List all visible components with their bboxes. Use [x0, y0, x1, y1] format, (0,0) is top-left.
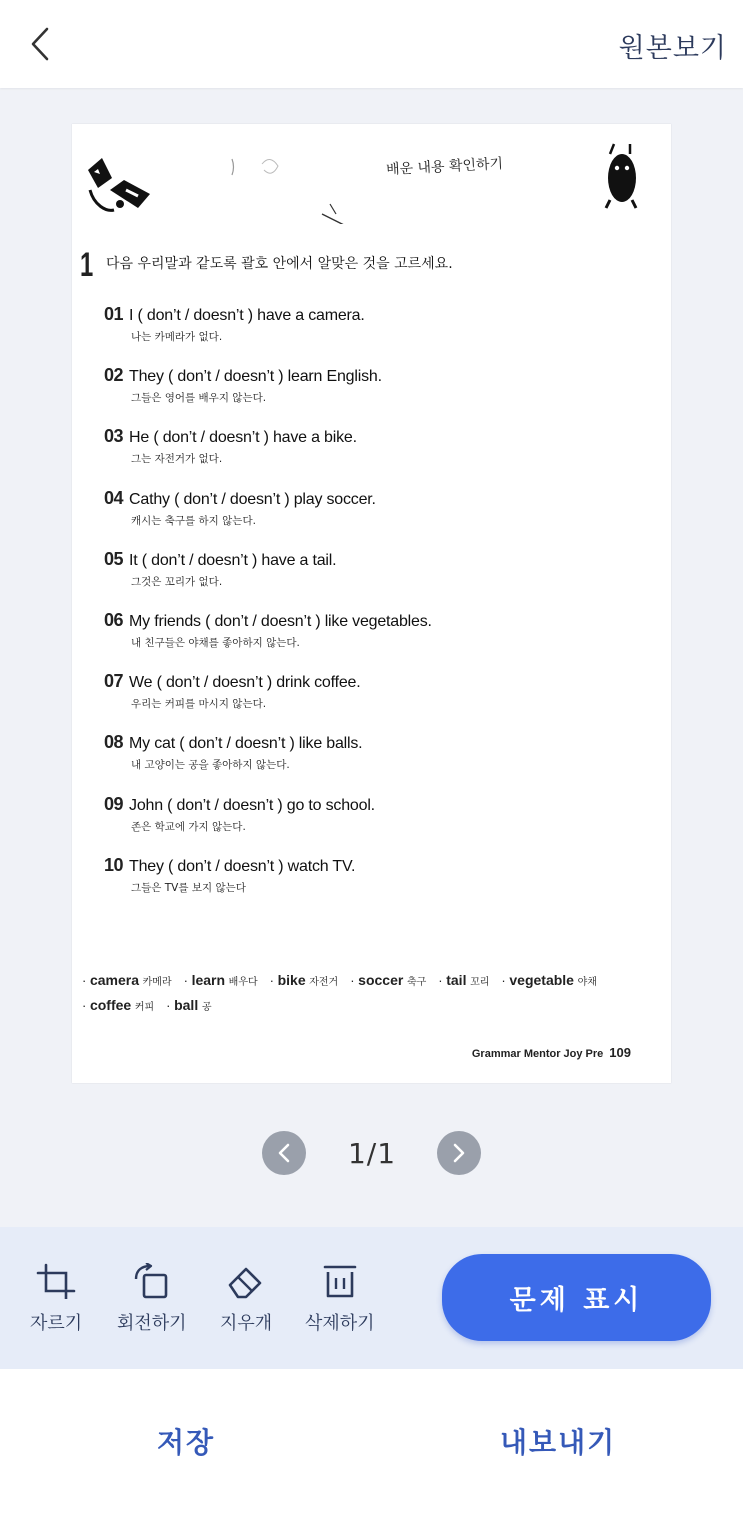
- question-number: 06: [104, 610, 124, 630]
- view-original-button[interactable]: 원본보기: [618, 33, 727, 64]
- bottom-bar: [0, 1369, 743, 1513]
- question-line: [104, 732, 644, 753]
- vocab-meaning: 카메라: [142, 977, 172, 988]
- question-item: [104, 426, 644, 466]
- page-footer: [472, 1045, 631, 1060]
- question-item: [104, 610, 644, 650]
- question-korean: 캐시는 축구를 하지 않는다.: [131, 514, 256, 527]
- question-line: [104, 488, 644, 509]
- question-item: [104, 671, 644, 711]
- chevron-right-icon: [452, 1142, 466, 1164]
- question-korean: 그들은 TV를 보지 않는다: [131, 881, 246, 894]
- question-item: [104, 488, 644, 528]
- vocab-word: soccer: [358, 972, 404, 988]
- question-number: 07: [104, 671, 124, 692]
- vocab-word: vegetable: [509, 972, 574, 988]
- back-button[interactable]: [22, 22, 58, 66]
- eraser-icon: [226, 1263, 266, 1299]
- delete-label: 삭제하기: [305, 1313, 375, 1334]
- document-page: [72, 124, 671, 1083]
- vocab-meaning: 꼬리: [470, 977, 490, 988]
- question-korean: 그것은 꼬리가 없다.: [131, 575, 223, 588]
- vocab-word: tail: [446, 972, 467, 988]
- rotate-button[interactable]: [117, 1263, 187, 1335]
- vocab-meaning: 축구: [406, 977, 427, 988]
- instruction-number: 1: [80, 246, 94, 284]
- save-button[interactable]: 저장: [157, 1426, 216, 1459]
- question-english: They ( don’t / doesn’t ) learn English.: [129, 368, 382, 386]
- delete-button[interactable]: [305, 1263, 375, 1335]
- question-korean: 내 고양이는 공을 좋아하지 않는다.: [131, 759, 290, 772]
- question-number: 05: [104, 548, 124, 569]
- question-korean: 우리는 커피를 마시지 않는다.: [131, 698, 267, 711]
- book-title: Grammar Mentor Joy Pre: [471, 1048, 604, 1060]
- alien-character-illustration: [600, 142, 644, 212]
- vocab-word: learn: [191, 972, 226, 988]
- question-korean: 나는 카메라가 없다.: [131, 331, 223, 343]
- question-line: [104, 855, 644, 876]
- eraser-button[interactable]: [220, 1263, 272, 1335]
- cartoon-illustration-left: [80, 150, 160, 220]
- vocab-word: coffee: [89, 997, 132, 1013]
- vocab-word: ball: [174, 997, 199, 1013]
- question-english: My friends ( don’t / doesn’t ) like vegetables.: [129, 613, 432, 630]
- question-number: 10: [104, 854, 124, 875]
- question-korean: 내 친구들은 야채를 좋아하지 않는다.: [131, 637, 300, 649]
- question-line: [104, 610, 644, 631]
- question-item: [104, 304, 644, 344]
- question-english: My cat ( don’t / doesn’t ) like balls.: [129, 735, 363, 753]
- question-item: [104, 794, 644, 834]
- question-number: 03: [104, 426, 124, 447]
- vocab-item: · tail 꼬리: [438, 972, 490, 988]
- question-korean: 존은 학교에 가지 않는다.: [131, 820, 246, 833]
- crop-label: 자르기: [30, 1313, 83, 1334]
- crop-icon: [36, 1263, 76, 1299]
- export-button[interactable]: 내보내기: [500, 1426, 617, 1459]
- question-number: 08: [104, 732, 124, 753]
- question-number: 09: [104, 793, 124, 814]
- question-number: 01: [104, 304, 124, 324]
- vocab-item: · ball 공: [166, 997, 212, 1013]
- vocab-meaning: 공: [201, 1002, 212, 1013]
- question-english: He ( don’t / doesn’t ) have a bike.: [129, 429, 357, 447]
- vocab-item: · bike 자전거: [269, 972, 339, 988]
- rotate-icon: [132, 1263, 172, 1299]
- vocab-item: · camera 카메라: [82, 972, 172, 988]
- vocabulary-box: [82, 969, 662, 1019]
- question-korean: 그들은 영어를 배우지 않는다.: [131, 392, 267, 405]
- eraser-label: 지우개: [220, 1313, 273, 1334]
- top-bar: [0, 0, 743, 88]
- question-line: [104, 671, 644, 692]
- rotate-label: 회전하기: [117, 1313, 187, 1334]
- question-english: I ( don’t / doesn’t ) have a camera.: [129, 307, 365, 324]
- chevron-left-icon: [277, 1142, 291, 1164]
- vocab-item: · vegetable 야채: [501, 972, 597, 988]
- question-line: [104, 794, 644, 815]
- question-number: 04: [104, 487, 124, 508]
- chevron-left-icon: [30, 27, 50, 61]
- vocab-item: · coffee 커피: [82, 997, 155, 1013]
- crop-button[interactable]: [30, 1263, 82, 1335]
- question-number: 02: [104, 365, 124, 386]
- vocab-meaning: 자전거: [309, 977, 339, 988]
- question-english: John ( don’t / doesn’t ) go to school.: [129, 796, 375, 814]
- question-english: It ( don’t / doesn’t ) have a tail.: [129, 551, 337, 569]
- question-korean: 그는 자전거가 없다.: [131, 453, 223, 466]
- question-line: [104, 304, 644, 325]
- question-line: [104, 549, 644, 570]
- prev-page-button[interactable]: [262, 1131, 306, 1175]
- page-number: 109: [609, 1045, 631, 1060]
- question-line: [104, 365, 644, 386]
- page-indicator: 1/1: [347, 1137, 397, 1170]
- question-line: [104, 426, 644, 447]
- pager: [0, 1131, 743, 1177]
- vocab-word: bike: [277, 972, 306, 988]
- next-page-button[interactable]: [437, 1131, 481, 1175]
- show-problems-button[interactable]: 문제 표시: [442, 1254, 711, 1341]
- vocab-item: · learn 배우다: [183, 972, 258, 988]
- section-header: 배운 내용 확인하기: [385, 155, 504, 179]
- question-english: They ( don’t / doesn’t ) watch TV.: [129, 857, 356, 875]
- vocab-item: · soccer 축구: [350, 972, 427, 988]
- question-item: [104, 855, 644, 895]
- question-item: [104, 365, 644, 405]
- vocab-meaning: 배우다: [228, 977, 258, 988]
- vocab-meaning: 커피: [134, 1002, 155, 1013]
- question-item: [104, 549, 644, 589]
- question-item: [104, 732, 644, 772]
- instruction-text: 다음 우리말과 같도록 괄호 안에서 알맞은 것을 고르세요.: [106, 256, 453, 272]
- faded-marks: [172, 134, 372, 224]
- vocab-meaning: 야채: [577, 977, 597, 988]
- question-english: Cathy ( don’t / doesn’t ) play soccer.: [129, 490, 376, 508]
- question-english: We ( don’t / doesn’t ) drink coffee.: [129, 674, 361, 692]
- vocab-word: camera: [89, 972, 139, 988]
- trash-icon: [320, 1263, 360, 1299]
